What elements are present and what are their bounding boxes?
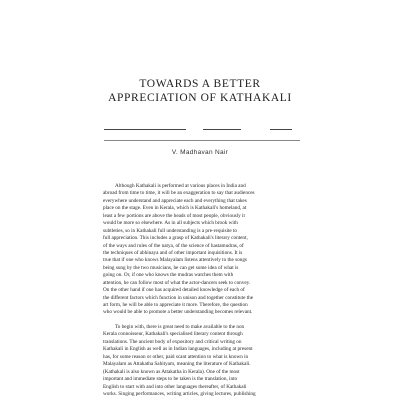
text-line: going on. Or, if one who knows the mudras watches them with: [103, 272, 234, 279]
text-line: Kathakali in English as well as in Indian languages, including at present: [103, 346, 253, 353]
text-line: would be more so elsewhere. As in all subjects which brook with: [103, 220, 238, 227]
decorative-rule: [203, 129, 241, 130]
text-line: has, for some reason or other, paid scant attention to what is known in: [103, 353, 249, 360]
text-line: who would be able to promote a better understanding becomes relevant.: [103, 309, 253, 316]
text-line: On the other hand if one has acquired detailed knowledge of each of: [103, 287, 245, 294]
body-paragraph-2: [103, 324, 299, 398]
text-line: being sung by the two musicians, he can get some idea of what is: [103, 264, 239, 271]
body-paragraph-1: [103, 183, 299, 317]
text-line: art form, he will be able to appreciate it more. Therefore, the question: [103, 302, 248, 308]
text-line: full appreciation. This includes a grasp of Kathakali's literary content,: [103, 235, 248, 242]
text-line: important and immediate steps to be taken is the translation, into: [103, 376, 238, 383]
text-line: true that if one who knows Malayalam listens attentively to the songs: [103, 257, 247, 264]
article-title-line-1: TOWARDS A BETTER: [139, 78, 261, 90]
text-line: To begin with, there is great need to make available to the non: [115, 324, 245, 330]
author-byline: V. Madhavan Nair: [171, 149, 229, 156]
text-line: translations. The ancient body of expository and critical writing on: [103, 338, 242, 345]
text-line: (Kathakali is also known as Attakatha in Kerala). One of the most: [103, 368, 240, 375]
text-line: English to start with and into other languages thereafter, of Kathakali: [103, 383, 247, 390]
text-line: Malayalam as Attakatha Sahityam, meaning the literature of Kathakali.: [103, 361, 251, 368]
text-line: everywhere understand and appreciate each and everything that takes: [103, 197, 247, 204]
text-line: least a few portions are above the heads of most people, obviously it: [103, 212, 245, 219]
text-line: subtleties, so in Kathakali full understanding is a pre-requisite to: [103, 227, 237, 234]
text-line: works. Singing performances, writing articles, giving lectures, publishing: [103, 390, 256, 397]
text-line: the techniques of abhinaya and of other important inquisitions. It is: [103, 249, 243, 256]
text-line: of the ways and rules of the natya, of the science of hastamudras, of: [103, 242, 244, 249]
decorative-rule: [270, 129, 292, 130]
decorative-rule: [104, 129, 186, 130]
text-line: Kerala connoisseur, Kathakali's specialised literary content through: [103, 331, 243, 338]
text-line: the different factors which function in unison and together constitute the: [103, 294, 254, 301]
decorative-rule: [104, 140, 300, 141]
text-line: Although Kathakali is performed at various places in India and: [115, 183, 246, 189]
text-line: attention, he can follow most of what the actor-dancers seek to convey.: [103, 279, 251, 286]
text-line: abroad from time to time, it will be an exaggeration to say that audiences: [103, 190, 255, 197]
text-line: place on the stage. Even in Kerala, which is Kathakali's homeland, at: [103, 205, 247, 212]
article-title-line-2: APPRECIATION OF KATHAKALI: [108, 92, 292, 104]
